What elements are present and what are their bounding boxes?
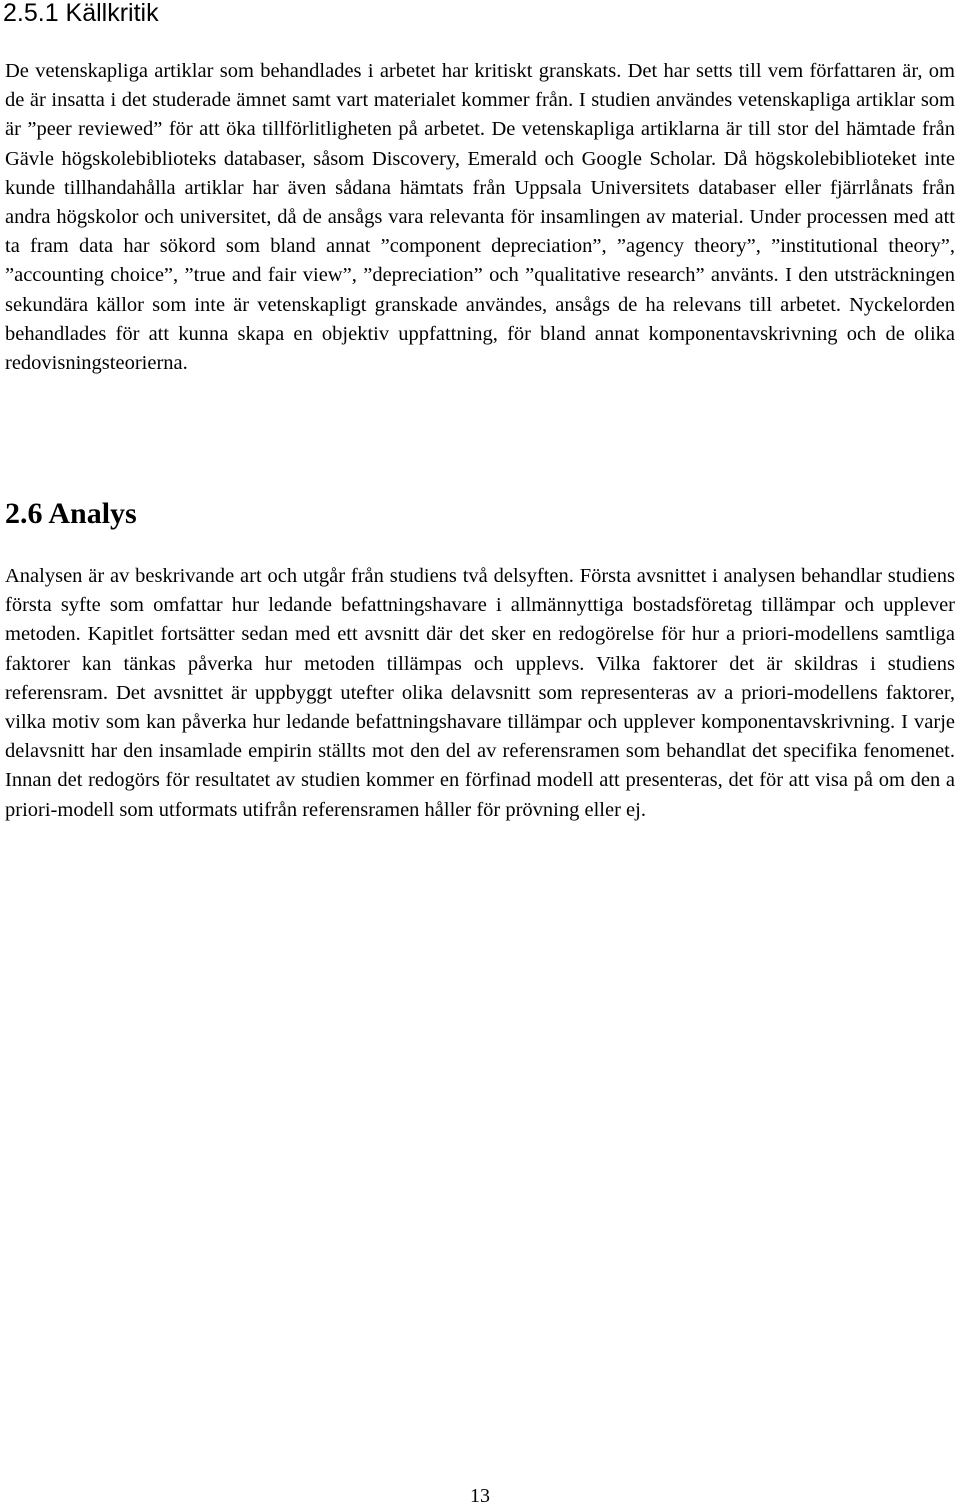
paragraph-kallkritik: De vetenskapliga artiklar som behandlades i arbetet har kritiskt granskats. Det har setts till vem författaren är, om de är insatta i det studerade ämnet samt vart materialet kommer från. I studien användes vetenskapliga artiklar som är ”peer reviewed” för att öka tillförlitligheten på arbetet. De vetenskapliga artiklarna är till stor del hämtade från Gävle högskolebiblioteks databaser, såsom Discovery, Emerald och Google Scholar. Då högskolebiblioteket inte kunde tillhandahålla artiklar har även sådana hämtats från Uppsala Universitets databaser eller fjärrlånats från andra högskolor och universitet, då de ansågs vara relevanta för insamlingen av material. Under processen med att ta fram data har sökord som bland annat ”component depreciation”, ”agency theory”, ”institutional theory”, ”accounting choice”, ”true and fair view”, ”depreciation” och ”qualitative research” använts. I den utsträckningen sekundära källor som inte är vetenskapligt granskade användes, ansågs de ha relevans till arbetet. Nyckelorden behandlades för att kunna skapa en objektiv uppfattning, för bland annat komponentavskrivning och de olika redovisningsteorierna. <box>5 60 955 375</box>
section-heading-analys: 2.6 Analys <box>5 497 137 530</box>
paragraph-analys: Analysen är av beskrivande art och utgår från studiens två delsyften. Första avsnittet i analysen behandlar studiens första syfte som omfattar hur ledande befattningshavare i allmännyttiga bostadsföretag tillämpar och upplever metoden. Kapitlet fortsätter sedan med ett avsnitt där det sker en redogörelse för hur a priori-modellens samtliga faktorer kan tänkas påverka hur metoden tillämpas och upplevs. Vilka faktorer det är skildras i studiens referensram. Det avsnittet är uppbyggt utefter olika delavsnitt som representeras av a priori-modellens faktorer, vilka motiv som kan påverka hur ledande befattningshavare tillämpar och upplever komponentavskrivning. I varje delavsnitt har den insamlade empirin ställts mot den del av referensramen som behandlat det specifika fenomenet. Innan det redogörs för resultatet av studien kommer en förfinad modell att presenteras, det för att visa på om den a priori-modell som utformats utifrån referensramen håller för prövning eller ej. <box>5 565 955 821</box>
page-number: 13 <box>470 1485 490 1507</box>
section-heading-kallkritik: 2.5.1 Källkritik <box>3 0 159 27</box>
